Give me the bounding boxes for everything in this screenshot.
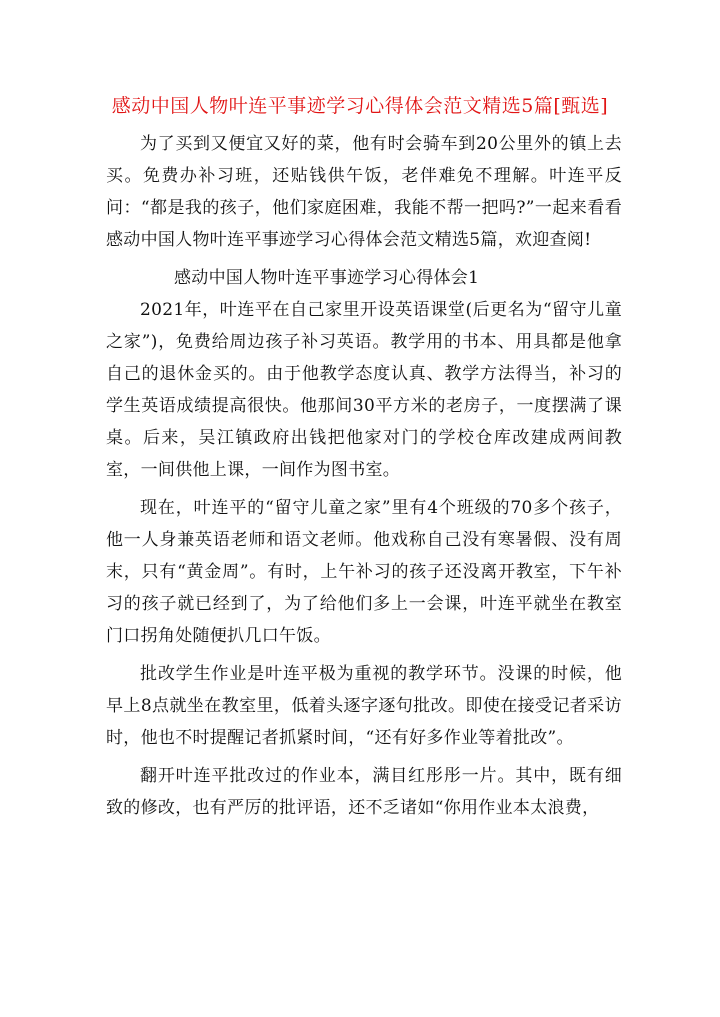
body-paragraph-3: 批改学生作业是叶连平极为重视的教学环节。没课的时候，他早上8点就坐在教室里，低着头逐字逐句批改。即使在接受记者采访时，他也不时提醒记者抓紧时间，“还有好多作业等着批改”。 [106,664,622,748]
document-body [106,128,622,824]
document-title: 感动中国人物叶连平事迹学习心得体会范文精选5篇[甄选] [111,95,609,117]
section-heading: 感动中国人物叶连平事迹学习心得体会1 [174,268,480,288]
body-paragraph-2: 现在，叶连平的“留守儿童之家”里有4个班级的70多个孩子，他一人身兼英语老师和语文老师。他戏称自己没有寒暑假、没有周末，只有“黄金周”。有时，上午补习的孩子还没离开教室，下午补习的孩子就已经到了，为了给他们多上一会课，叶连平就坐在教室门口拐角处随便扒几口午饭。 [106,498,622,646]
body-paragraph-4: 翻开叶连平批改过的作业本，满目红彤彤一片。其中，既有细致的修改，也有严厉的批评语，还不乏诸如“你用作业本太浪费， [106,766,622,818]
intro-paragraph: 为了买到又便宜又好的菜，他有时会骑车到20公里外的镇上去买。免费办补习班，还贴钱供午饭，老伴难免不理解。叶连平反问：“都是我的孩子，他们家庭困难，我能不帮一把吗?”一起来看看感动中国人物叶连平事迹学习心得体会范文精选5篇，欢迎查阅! [106,134,622,250]
body-paragraph-1: 2021年，叶连平在自己家里开设英语课堂(后更名为“留守儿童之家”)，免费给周边孩子补习英语。教学用的书本、用具都是他拿自己的退休金买的。由于他教学态度认真、教学方法得当，补习的学生英语成绩提高很快。他那间30平方米的老房子，一度摆满了课桌。后来，吴江镇政府出钱把他家对门的学校仓库改建成两间教室，一间供他上课，一间作为图书室。 [106,300,622,480]
